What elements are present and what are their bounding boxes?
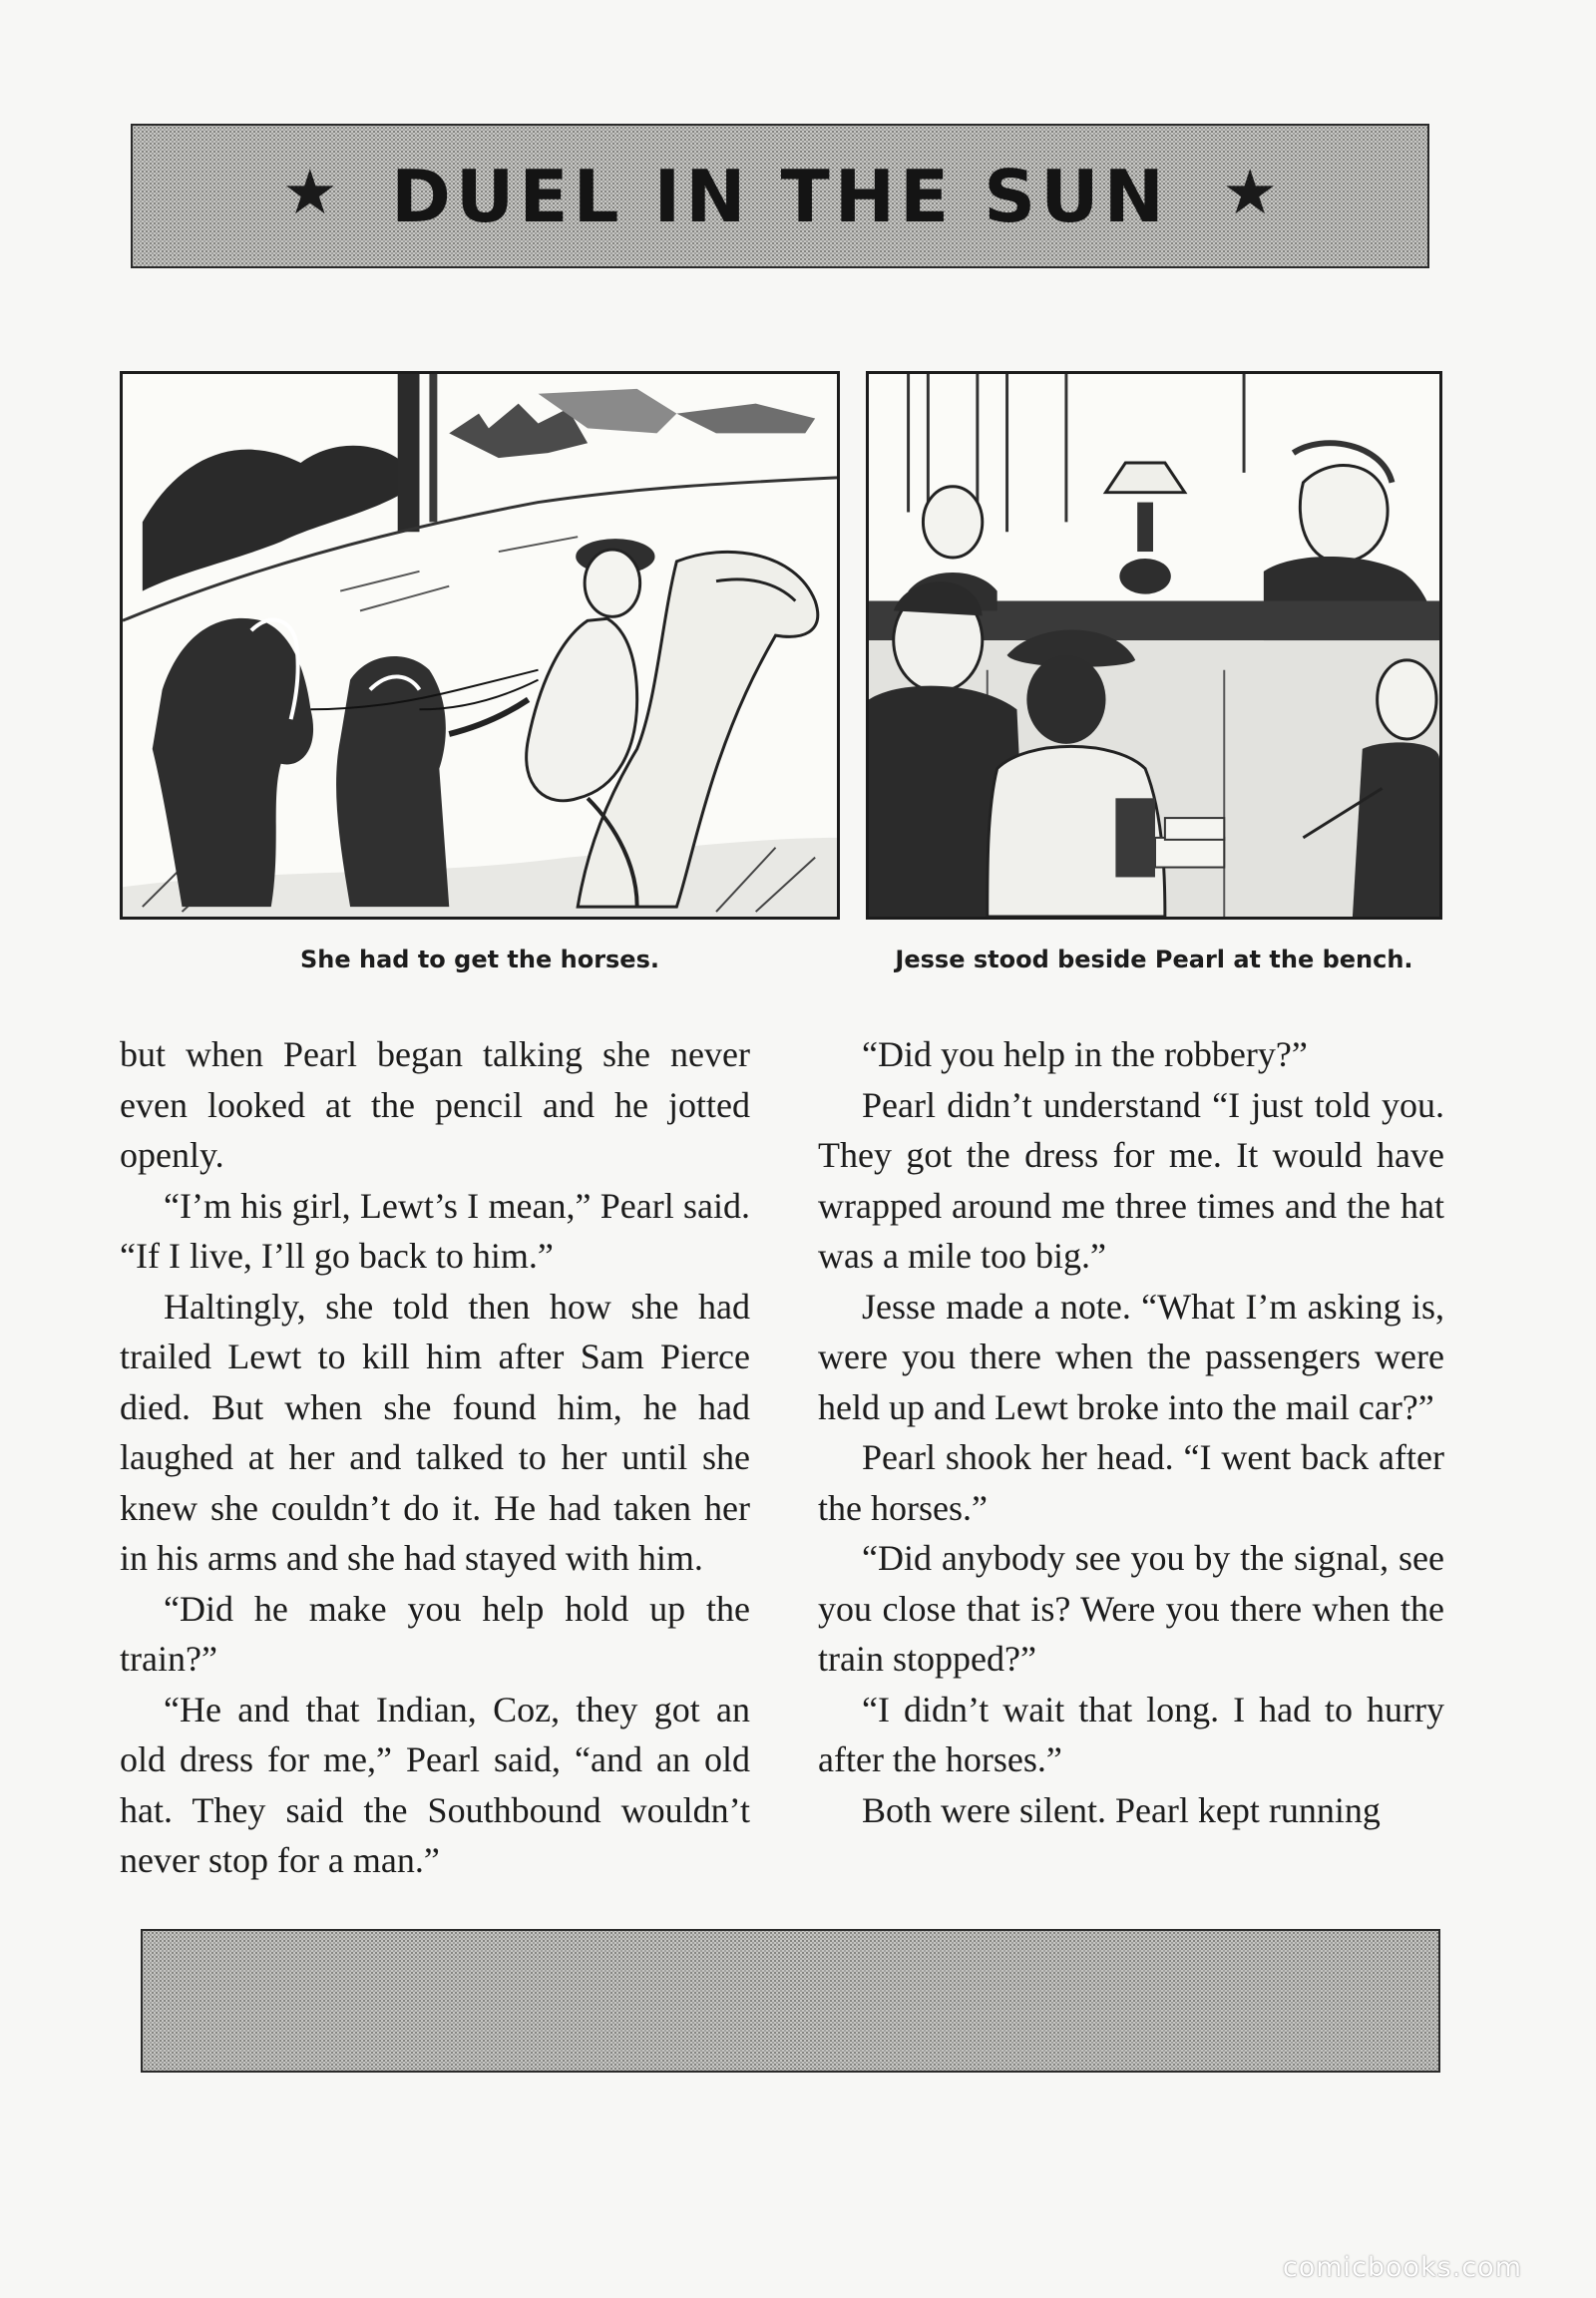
illustration-horses <box>120 371 840 920</box>
star-icon-right: ★ <box>1222 156 1278 228</box>
paragraph: Jesse made a note. “What I’m asking is, were you there when the passengers were held up and Lewt broke into the mail car?” <box>818 1286 1444 1427</box>
paragraph: but when Pearl began talking she never even looked at the pencil and he jotted openly. <box>120 1034 750 1175</box>
paragraph: “I didn’t wait that long. I had to hurry after the horses.” <box>818 1689 1444 1779</box>
paragraph: “Did you help in the robbery?” <box>862 1034 1308 1074</box>
paragraph: “Did he make you help hold up the train?” <box>120 1588 750 1679</box>
paragraph: Pearl shook her head. “I went back after the horses.” <box>818 1437 1444 1528</box>
paragraph: Both were silent. Pearl kept running <box>862 1789 1381 1830</box>
courtroom-drawing <box>869 374 1439 917</box>
watermark: comicbooks.com <box>1282 2252 1522 2283</box>
paragraph: Haltingly, she told then how she had trailed Lewt to kill him after Sam Pierce died. But when she found him, he had laughed at her and talked to her until she knew she couldn’t do it. He had taken her in his arms and she had stayed with him. <box>120 1286 750 1578</box>
text-column-left <box>120 1029 750 1886</box>
paragraph: “He and that Indian, Coz, they got an old dress for me,” Pearl said, “and an old hat. They said the Southbound wouldn’t never stop for a man.” <box>120 1689 750 1880</box>
bottom-banner <box>141 1929 1440 2073</box>
caption-courtroom: Jesse stood beside Pearl at the bench. <box>895 946 1413 973</box>
caption-horses: She had to get the horses. <box>300 946 659 973</box>
star-icon-left: ★ <box>282 156 338 228</box>
illustration-courtroom <box>866 371 1442 920</box>
horses-drawing <box>123 374 837 917</box>
page-title: DUEL IN THE SUN <box>391 154 1169 238</box>
paragraph: Pearl didn’t understand “I just told you. They got the dress for me. It would have wrapped around me three times and the hat was a mile too big.” <box>818 1084 1444 1276</box>
title-banner <box>131 124 1429 268</box>
text-column-right <box>818 1029 1444 1835</box>
paragraph: “I’m his girl, Lewt’s I mean,” Pearl said. “If I live, I’ll go back to him.” <box>120 1185 750 1276</box>
paragraph: “Did anybody see you by the signal, see you close that is? Were you there when the train stopped?” <box>818 1538 1444 1679</box>
